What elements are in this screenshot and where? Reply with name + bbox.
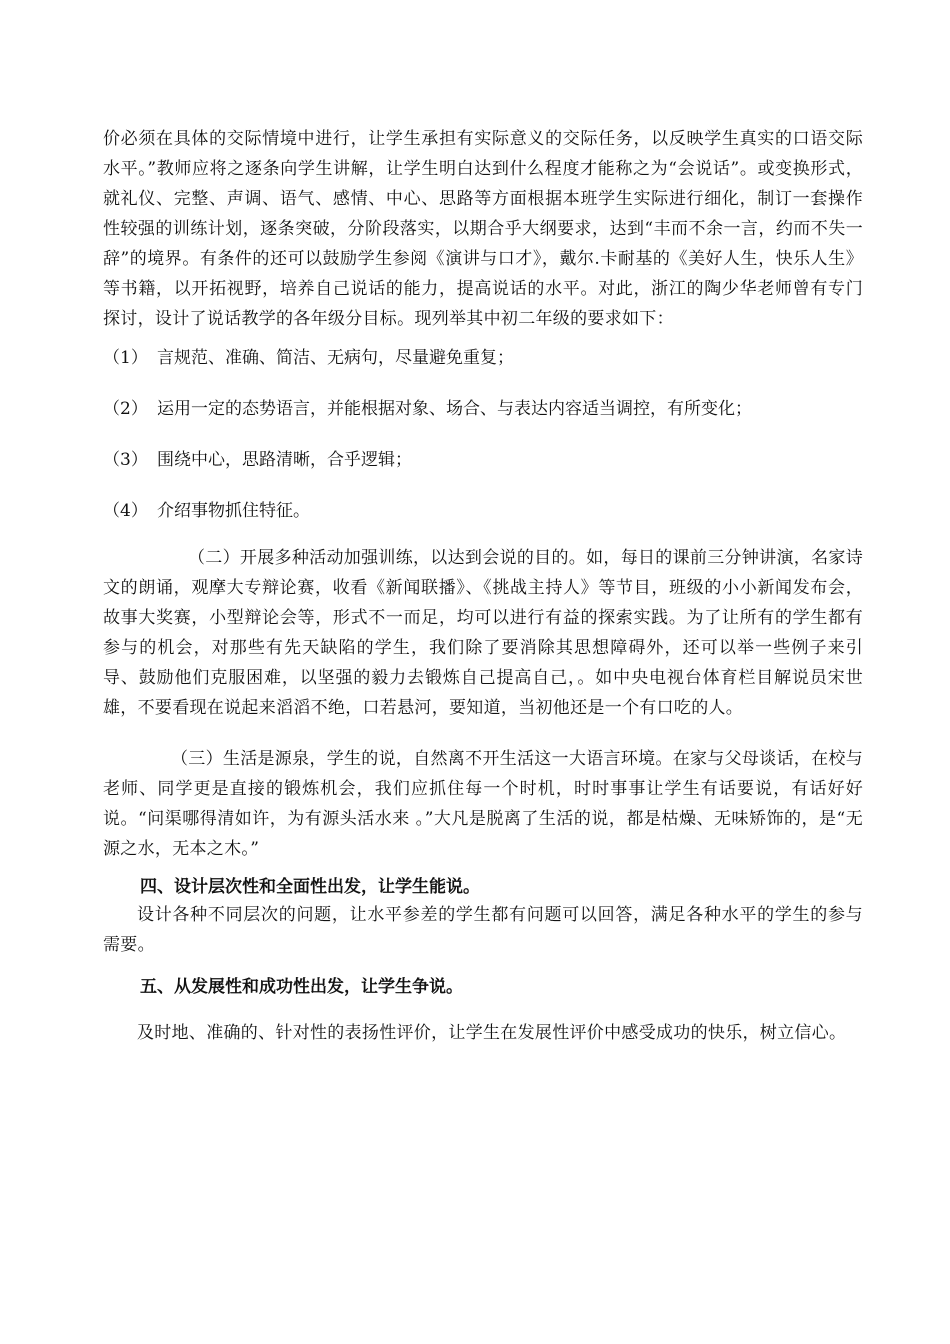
requirement-item-4 — [103, 496, 863, 526]
requirement-text: 围绕中心，思路清晰，合乎逻辑； — [157, 450, 412, 470]
requirement-item-1 — [103, 343, 863, 373]
requirement-text: 运用一定的态势语言，并能根据对象、场合、与表达内容适当调控，有所变化； — [157, 399, 752, 419]
requirement-item-2 — [103, 394, 863, 424]
section-five-heading: 五、从发展性和成功性出发，让学生争说。 — [140, 977, 463, 997]
section-five-paragraph: 及时地、准确的、针对性的表扬性评价，让学生在发展性评价中感受成功的快乐，树立信心。 — [137, 1023, 847, 1043]
section-four-heading: 四、设计层次性和全面性出发，让学生能说。 — [140, 877, 480, 897]
requirement-text: 言规范、准确、简洁、无病句，尽量避免重复； — [157, 348, 514, 368]
section-four-paragraph: 设计各种不同层次的问题，让水平参差的学生都有问题可以回答，满足各种水平的学生的参与需要。 — [103, 905, 863, 955]
requirement-item-3 — [103, 445, 863, 475]
requirement-number: （3） — [103, 450, 148, 470]
requirement-number: （1） — [103, 348, 148, 368]
intro-paragraph: 价必须在具体的交际情境中进行，让学生承担有实际意义的交际任务，以反映学生真实的口语交际水平。”教师应将之逐条向学生讲解，让学生明白达到什么程度才能称之为“会说话”。或变换形式，就礼仪、完整、声调、语气、感情、中心、思路等方面根据本班学生实际进行细化，制订一套操作性较强的训练计划，逐条突破，分阶段落实，以期合乎大纲要求，达到“丰而不余一言，约而不失一辞”的境界。有条件的还可以鼓励学生参阅《演讲与口才》，戴尔.卡耐基的《美好人生，快乐人生》等书籍，以开拓视野，培养自己说话的能力，提高说话的水平。对此，浙江的陶少华老师曾有专门探讨，设计了说话教学的各年级分目标。现列举其中初二年级的要求如下： — [103, 129, 863, 329]
requirement-number: （4） — [103, 501, 148, 521]
requirement-number: （2） — [103, 399, 148, 419]
requirement-text: 介绍事物抓住特征。 — [157, 501, 310, 521]
life-source-paragraph: （三）生活是源泉，学生的说，自然离不开生活这一大语言环境。在家与父母谈话，在校与老师、同学更是直接的锻炼机会，我们应抓住每一个时机，时时事事让学生有话要说，有话好好说。“问渠哪得清如许，为有源头活水来 。”大凡是脱离了生活的说，都是枯燥、无味矫饰的，是“无源之水，无本之木。” — [103, 749, 863, 859]
activities-paragraph: （二）开展多种活动加强训练，以达到会说的目的。如，每日的课前三分钟讲演，名家诗文的朗诵，观摩大专辩论赛，收看《新闻联播》、《挑战主持人》等节目，班级的小小新闻发布会，故事大奖赛，小型辩论会等，形式不一而足，均可以进行有益的探索实践。为了让所有的学生都有参与的机会，对那些有先天缺陷的学生，我们除了要消除其思想障碍外，还可以举一些例子来引导、鼓励他们克服困难，以坚强的毅力去锻炼自己提高自己，。如中央电视台体育栏目解说员宋世雄，不要看现在说起来滔滔不绝，口若悬河，要知道，当初他还是一个有口吃的人。 — [103, 548, 863, 718]
